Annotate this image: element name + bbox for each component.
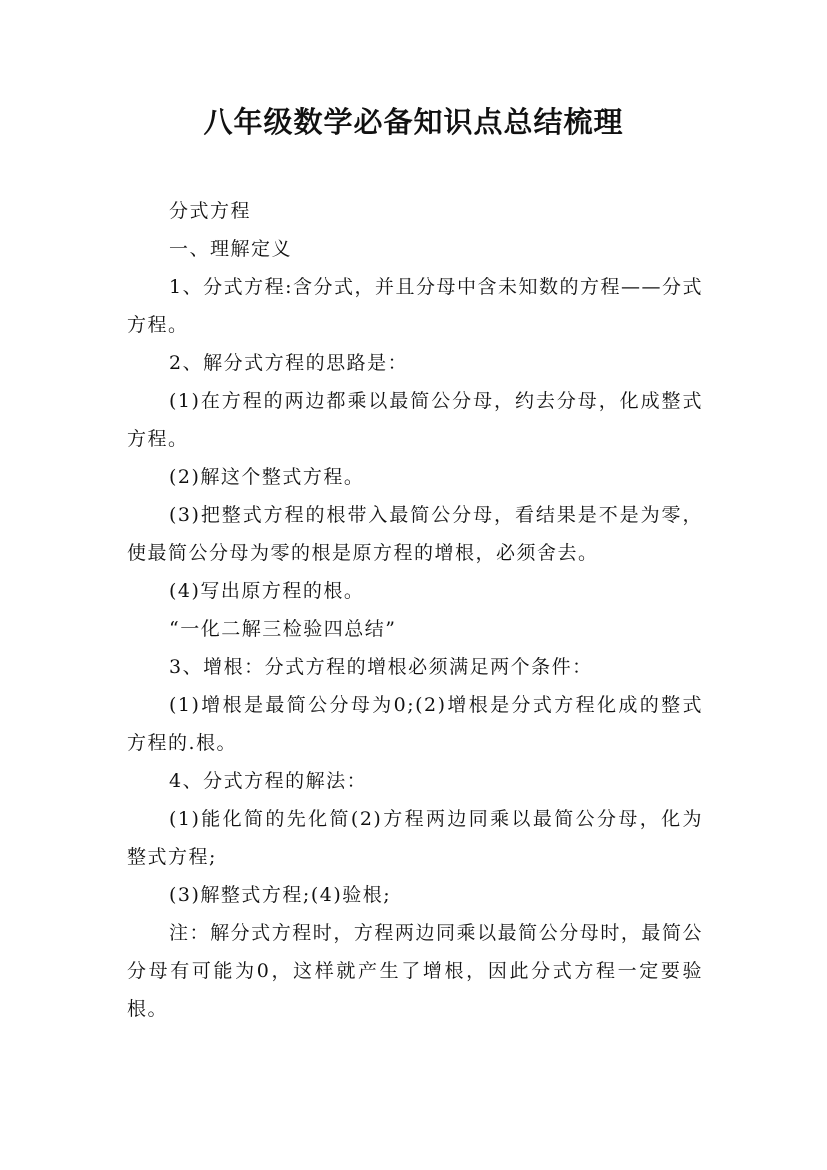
paragraph: “一化二解三检验四总结” — [169, 618, 397, 640]
paragraph: (4)写出原方程的根。 — [169, 580, 365, 602]
document-body — [127, 192, 703, 1028]
document-title: 八年级数学必备知识点总结梳理 — [203, 105, 624, 139]
paragraph: (3)解整式方程;(4)验根; — [169, 884, 392, 906]
paragraph: 2、解分式方程的思路是： — [169, 352, 409, 374]
paragraph: (2)解这个整式方程。 — [169, 466, 365, 488]
paragraph: 1、分式方程:含分式，并且分母中含未知数的方程——分式方程。 — [127, 276, 703, 336]
paragraph: (1)增根是最简公分母为0;(2)增根是分式方程化成的整式方程的.根。 — [127, 694, 703, 754]
paragraph: 3、增根：分式方程的增根必须满足两个条件： — [169, 656, 593, 678]
paragraph: (1)能化简的先化简(2)方程两边同乘以最简公分母，化为整式方程; — [127, 808, 703, 868]
subsection-heading: 一、理解定义 — [169, 238, 293, 260]
section-heading: 分式方程 — [169, 200, 252, 222]
paragraph: (1)在方程的两边都乘以最简公分母，约去分母，化成整式方程。 — [127, 390, 703, 450]
paragraph: (3)把整式方程的根带入最简公分母，看结果是不是为零，使最简公分母为零的根是原方程的增根，必须舍去。 — [127, 504, 703, 564]
paragraph: 4、分式方程的解法： — [169, 770, 368, 792]
paragraph: 注：解分式方程时，方程两边同乘以最简公分母时，最简公分母有可能为0，这样就产生了增根，因此分式方程一定要验根。 — [127, 922, 703, 1020]
